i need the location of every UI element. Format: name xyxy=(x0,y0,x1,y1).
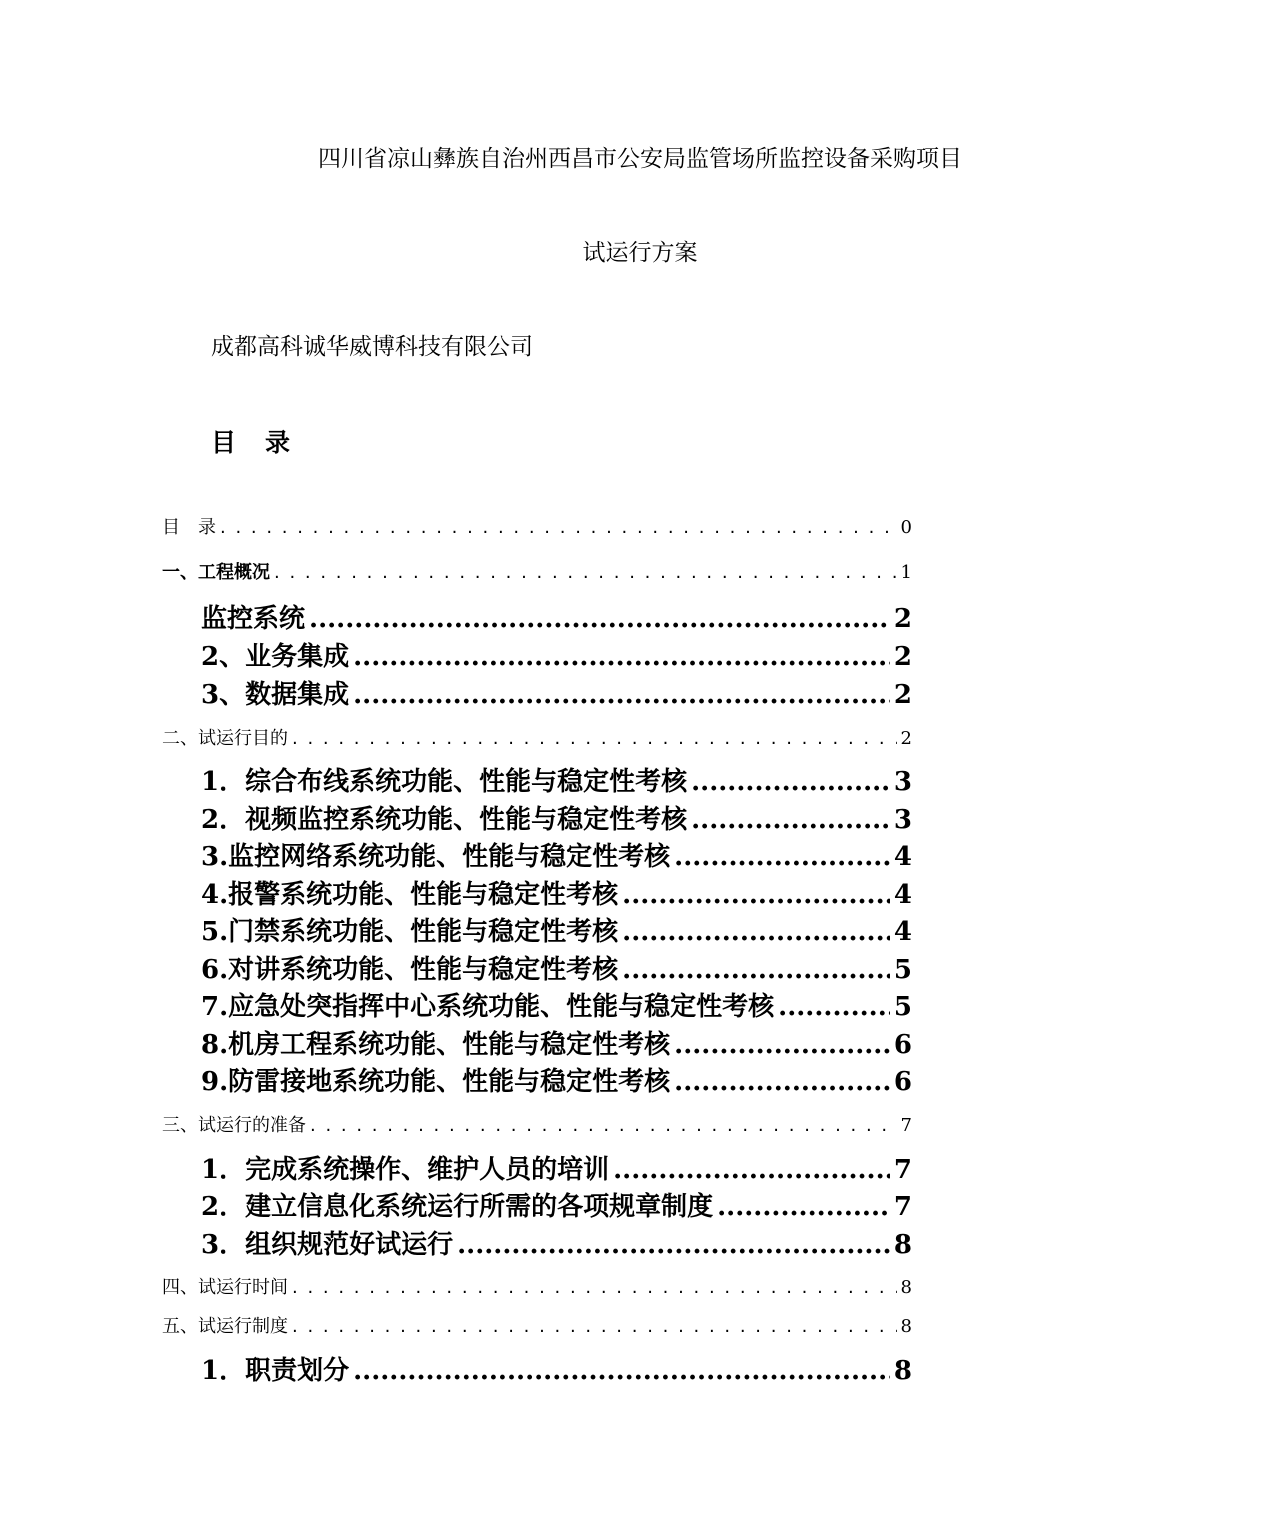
toc-entry-label: 监控系统 xyxy=(201,604,306,634)
toc-entry-label: 4.报警系统功能、性能与稳定性考核 xyxy=(201,880,619,910)
toc-entry-label: 1．综合布线系统功能、性能与稳定性考核 xyxy=(201,767,688,797)
toc-entry[interactable] xyxy=(201,674,912,710)
toc-entry-page: 3 xyxy=(893,767,912,797)
toc-entry-label: 2．建立信息化系统运行所需的各项规章制度 xyxy=(201,1192,714,1222)
toc-entry-label: 五、试运行制度 xyxy=(162,1316,288,1337)
toc-entry-label: 1．职责划分 xyxy=(201,1356,350,1386)
toc-entry[interactable] xyxy=(162,558,912,584)
document-subtitle: 试运行方案 xyxy=(582,240,698,266)
toc-entry[interactable] xyxy=(201,1024,912,1060)
toc-leader xyxy=(674,842,890,872)
toc-entry-label: 2．视频监控系统功能、性能与稳定性考核 xyxy=(201,805,688,835)
toc-entry-label: 四、试运行时间 xyxy=(162,1277,288,1298)
toc-entry[interactable] xyxy=(201,1149,912,1185)
toc-entry-page: 4 xyxy=(893,880,912,910)
toc-entry-label: 二、试运行目的 xyxy=(162,728,288,749)
toc-leader xyxy=(274,562,897,583)
toc-entry[interactable] xyxy=(201,1061,912,1097)
toc-entry-label: 7.应急处突指挥中心系统功能、性能与稳定性考核 xyxy=(201,992,775,1022)
toc-leader xyxy=(613,1155,890,1185)
toc-entry[interactable] xyxy=(162,513,912,539)
toc-entry-page: 7 xyxy=(900,1115,912,1136)
toc-entry-label: 三、试运行的准备 xyxy=(162,1115,306,1136)
toc-entry[interactable] xyxy=(201,1186,912,1222)
toc-leader xyxy=(622,955,890,985)
toc-entry-page: 6 xyxy=(893,1067,912,1097)
toc-entry[interactable] xyxy=(201,1350,912,1386)
toc-entry-label: 2、业务集成 xyxy=(201,642,350,672)
toc-entry-label: 一、工程概况 xyxy=(162,562,270,583)
toc-leader xyxy=(353,1356,890,1386)
toc-leader xyxy=(717,1192,890,1222)
document-title: 四川省凉山彝族自治州西昌市公安局监管场所监控设备采购项目 xyxy=(318,146,962,172)
toc-leader xyxy=(457,1230,890,1260)
toc-entry-page: 4 xyxy=(893,842,912,872)
toc-leader xyxy=(292,1277,897,1298)
toc-entry-page: 7 xyxy=(893,1155,912,1185)
toc-entry-label: 目 录 xyxy=(162,517,216,538)
toc-entry-label: 9.防雷接地系统功能、性能与稳定性考核 xyxy=(201,1067,671,1097)
toc-entry-page: 8 xyxy=(893,1230,912,1260)
toc-entry-page: 8 xyxy=(893,1356,912,1386)
toc-entry[interactable] xyxy=(201,799,912,835)
toc-entry-page: 7 xyxy=(893,1192,912,1222)
company-name: 成都高科诚华威博科技有限公司 xyxy=(211,334,533,360)
toc-entry[interactable] xyxy=(201,636,912,672)
toc-entry-page: 4 xyxy=(893,917,912,947)
toc-entry[interactable] xyxy=(162,1273,912,1299)
toc-leader xyxy=(353,680,890,710)
toc-entry-page: 6 xyxy=(893,1030,912,1060)
toc-entry[interactable] xyxy=(201,761,912,797)
toc-leader xyxy=(292,1316,897,1337)
toc-entry-page: 2 xyxy=(893,680,912,710)
toc-entry-label: 1．完成系统操作、维护人员的培训 xyxy=(201,1155,610,1185)
toc-entry-page: 5 xyxy=(893,992,912,1022)
toc-leader xyxy=(353,642,890,672)
toc-entry[interactable] xyxy=(201,949,912,985)
toc-entry-page: 5 xyxy=(893,955,912,985)
toc-entry[interactable] xyxy=(201,874,912,910)
toc-leader xyxy=(310,1115,897,1136)
toc-leader xyxy=(674,1067,890,1097)
toc-entry-page: 2 xyxy=(900,728,912,749)
toc-entry-label: 3.监控网络系统功能、性能与稳定性考核 xyxy=(201,842,671,872)
toc-entry[interactable] xyxy=(201,836,912,872)
toc-leader xyxy=(674,1030,890,1060)
toc-entry[interactable] xyxy=(201,598,912,634)
toc-leader xyxy=(622,917,890,947)
toc-entry-page: 1 xyxy=(900,562,912,583)
toc-entry-label: 6.对讲系统功能、性能与稳定性考核 xyxy=(201,955,619,985)
toc-entry-label: 5.门禁系统功能、性能与稳定性考核 xyxy=(201,917,619,947)
toc-leader xyxy=(778,992,890,1022)
toc-entry-page: 2 xyxy=(893,642,912,672)
toc-entry[interactable] xyxy=(201,986,912,1022)
toc-entry-label: 3．组织规范好试运行 xyxy=(201,1230,454,1260)
toc-leader xyxy=(691,767,890,797)
toc-entry-page: 3 xyxy=(893,805,912,835)
toc-entry[interactable] xyxy=(201,1224,912,1260)
toc-entry-page: 8 xyxy=(900,1316,912,1337)
toc-leader xyxy=(309,604,890,634)
toc-entry[interactable] xyxy=(162,1111,912,1137)
toc-entry-label: 3、数据集成 xyxy=(201,680,350,710)
toc-entry-page: 8 xyxy=(900,1277,912,1298)
toc-leader xyxy=(220,517,897,538)
toc-entry[interactable] xyxy=(162,1312,912,1338)
toc-entry-page: 0 xyxy=(900,517,912,538)
toc-entry[interactable] xyxy=(201,911,912,947)
toc-entry[interactable] xyxy=(162,724,912,750)
toc-entry-page: 2 xyxy=(893,604,912,634)
toc-leader xyxy=(691,805,890,835)
toc-leader xyxy=(622,880,890,910)
toc-heading: 目 录 xyxy=(211,428,293,457)
toc-leader xyxy=(292,728,897,749)
toc-entry-label: 8.机房工程系统功能、性能与稳定性考核 xyxy=(201,1030,671,1060)
